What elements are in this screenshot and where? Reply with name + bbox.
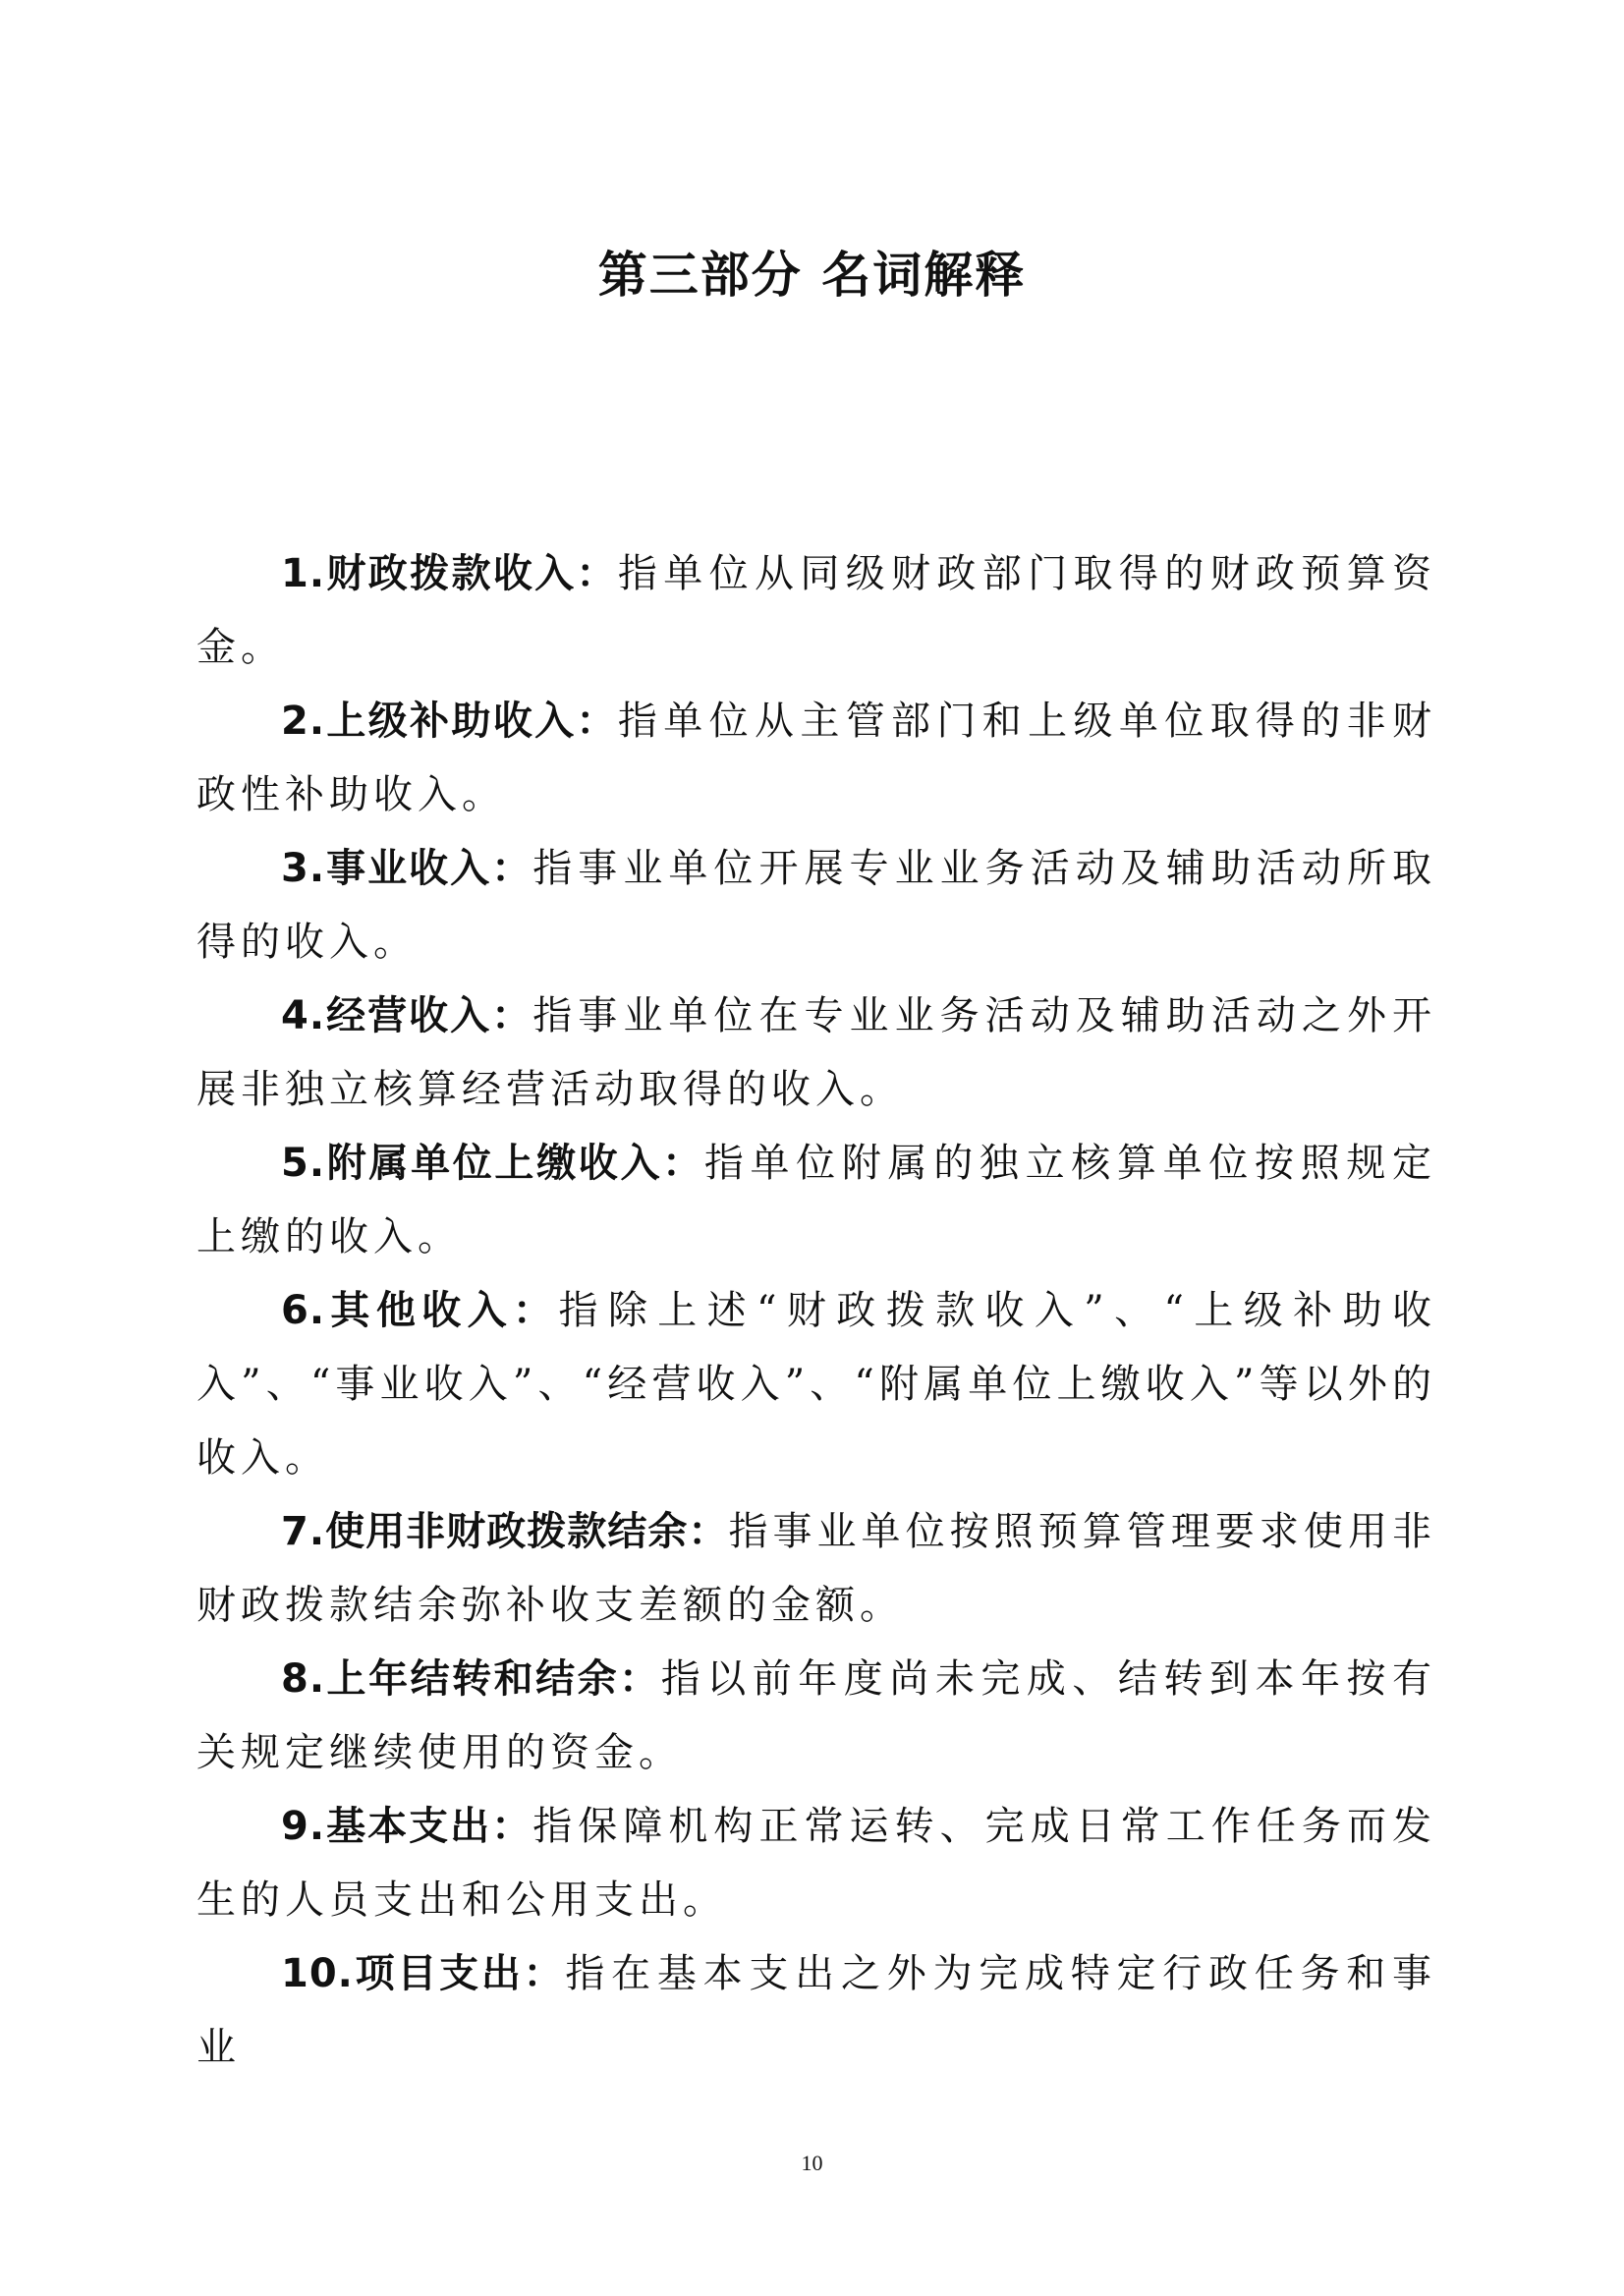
glossary-list	[196, 537, 1436, 2085]
glossary-term: 3.事业收入：	[281, 846, 533, 891]
glossary-term: 9.基本支出：	[281, 1804, 533, 1849]
glossary-definition: 指事业单位在专业业务活动及辅助活动之外开展非独立核算经营活动取得的收入。	[196, 993, 1437, 1112]
glossary-entry	[196, 1790, 1436, 1937]
glossary-definition: 指事业单位按照预算管理要求使用非财政拨款结余弥补收支差额的金额。	[196, 1509, 1436, 1628]
glossary-definition: 指事业单位开展专业业务活动及辅助活动所取得的收入。	[196, 846, 1437, 965]
glossary-term: 4.经营收入：	[281, 993, 533, 1038]
glossary-term: 1.财政拨款收入：	[281, 551, 618, 596]
glossary-definition: 指单位附属的独立核算单位按照规定上缴的收入。	[196, 1141, 1437, 1260]
glossary-term: 2.上级补助收入：	[281, 699, 618, 744]
glossary-definition: 指单位从同级财政部门取得的财政预算资金。	[196, 551, 1437, 670]
glossary-entry	[196, 1495, 1436, 1643]
page-title: 第三部分 名词解释	[597, 247, 1027, 304]
glossary-entry	[196, 1274, 1436, 1495]
glossary-term: 10.项目支出：	[281, 1951, 566, 1996]
glossary-entry	[196, 685, 1436, 832]
glossary-definition: 指在基本支出之外为完成特定行政任务和事业	[196, 1951, 1437, 2070]
glossary-definition: 指除上述“财政拨款收入”、“上级补助收入”、“事业收入”、“经营收入”、“附属单位上缴收入”等以外的收入。	[196, 1288, 1436, 1481]
glossary-term: 8.上年结转和结余：	[281, 1656, 661, 1702]
glossary-definition: 指单位从主管部门和上级单位取得的非财政性补助收入。	[196, 699, 1437, 817]
glossary-entry	[196, 1127, 1436, 1274]
glossary-entry	[196, 1643, 1436, 1790]
glossary-entry	[196, 980, 1436, 1127]
glossary-entry	[196, 537, 1436, 685]
glossary-entry	[196, 1937, 1436, 2085]
glossary-definition: 指保障机构正常运转、完成日常工作任务而发生的人员支出和公用支出。	[196, 1804, 1437, 1923]
glossary-entry	[196, 832, 1436, 980]
page-number: 10	[801, 2151, 823, 2175]
glossary-definition: 指以前年度尚未完成、结转到本年按有关规定继续使用的资金。	[196, 1656, 1437, 1775]
glossary-term: 6.其他收入：	[281, 1288, 559, 1333]
glossary-term: 5.附属单位上缴收入：	[281, 1141, 704, 1186]
glossary-term: 7.使用非财政拨款结余：	[281, 1509, 729, 1554]
